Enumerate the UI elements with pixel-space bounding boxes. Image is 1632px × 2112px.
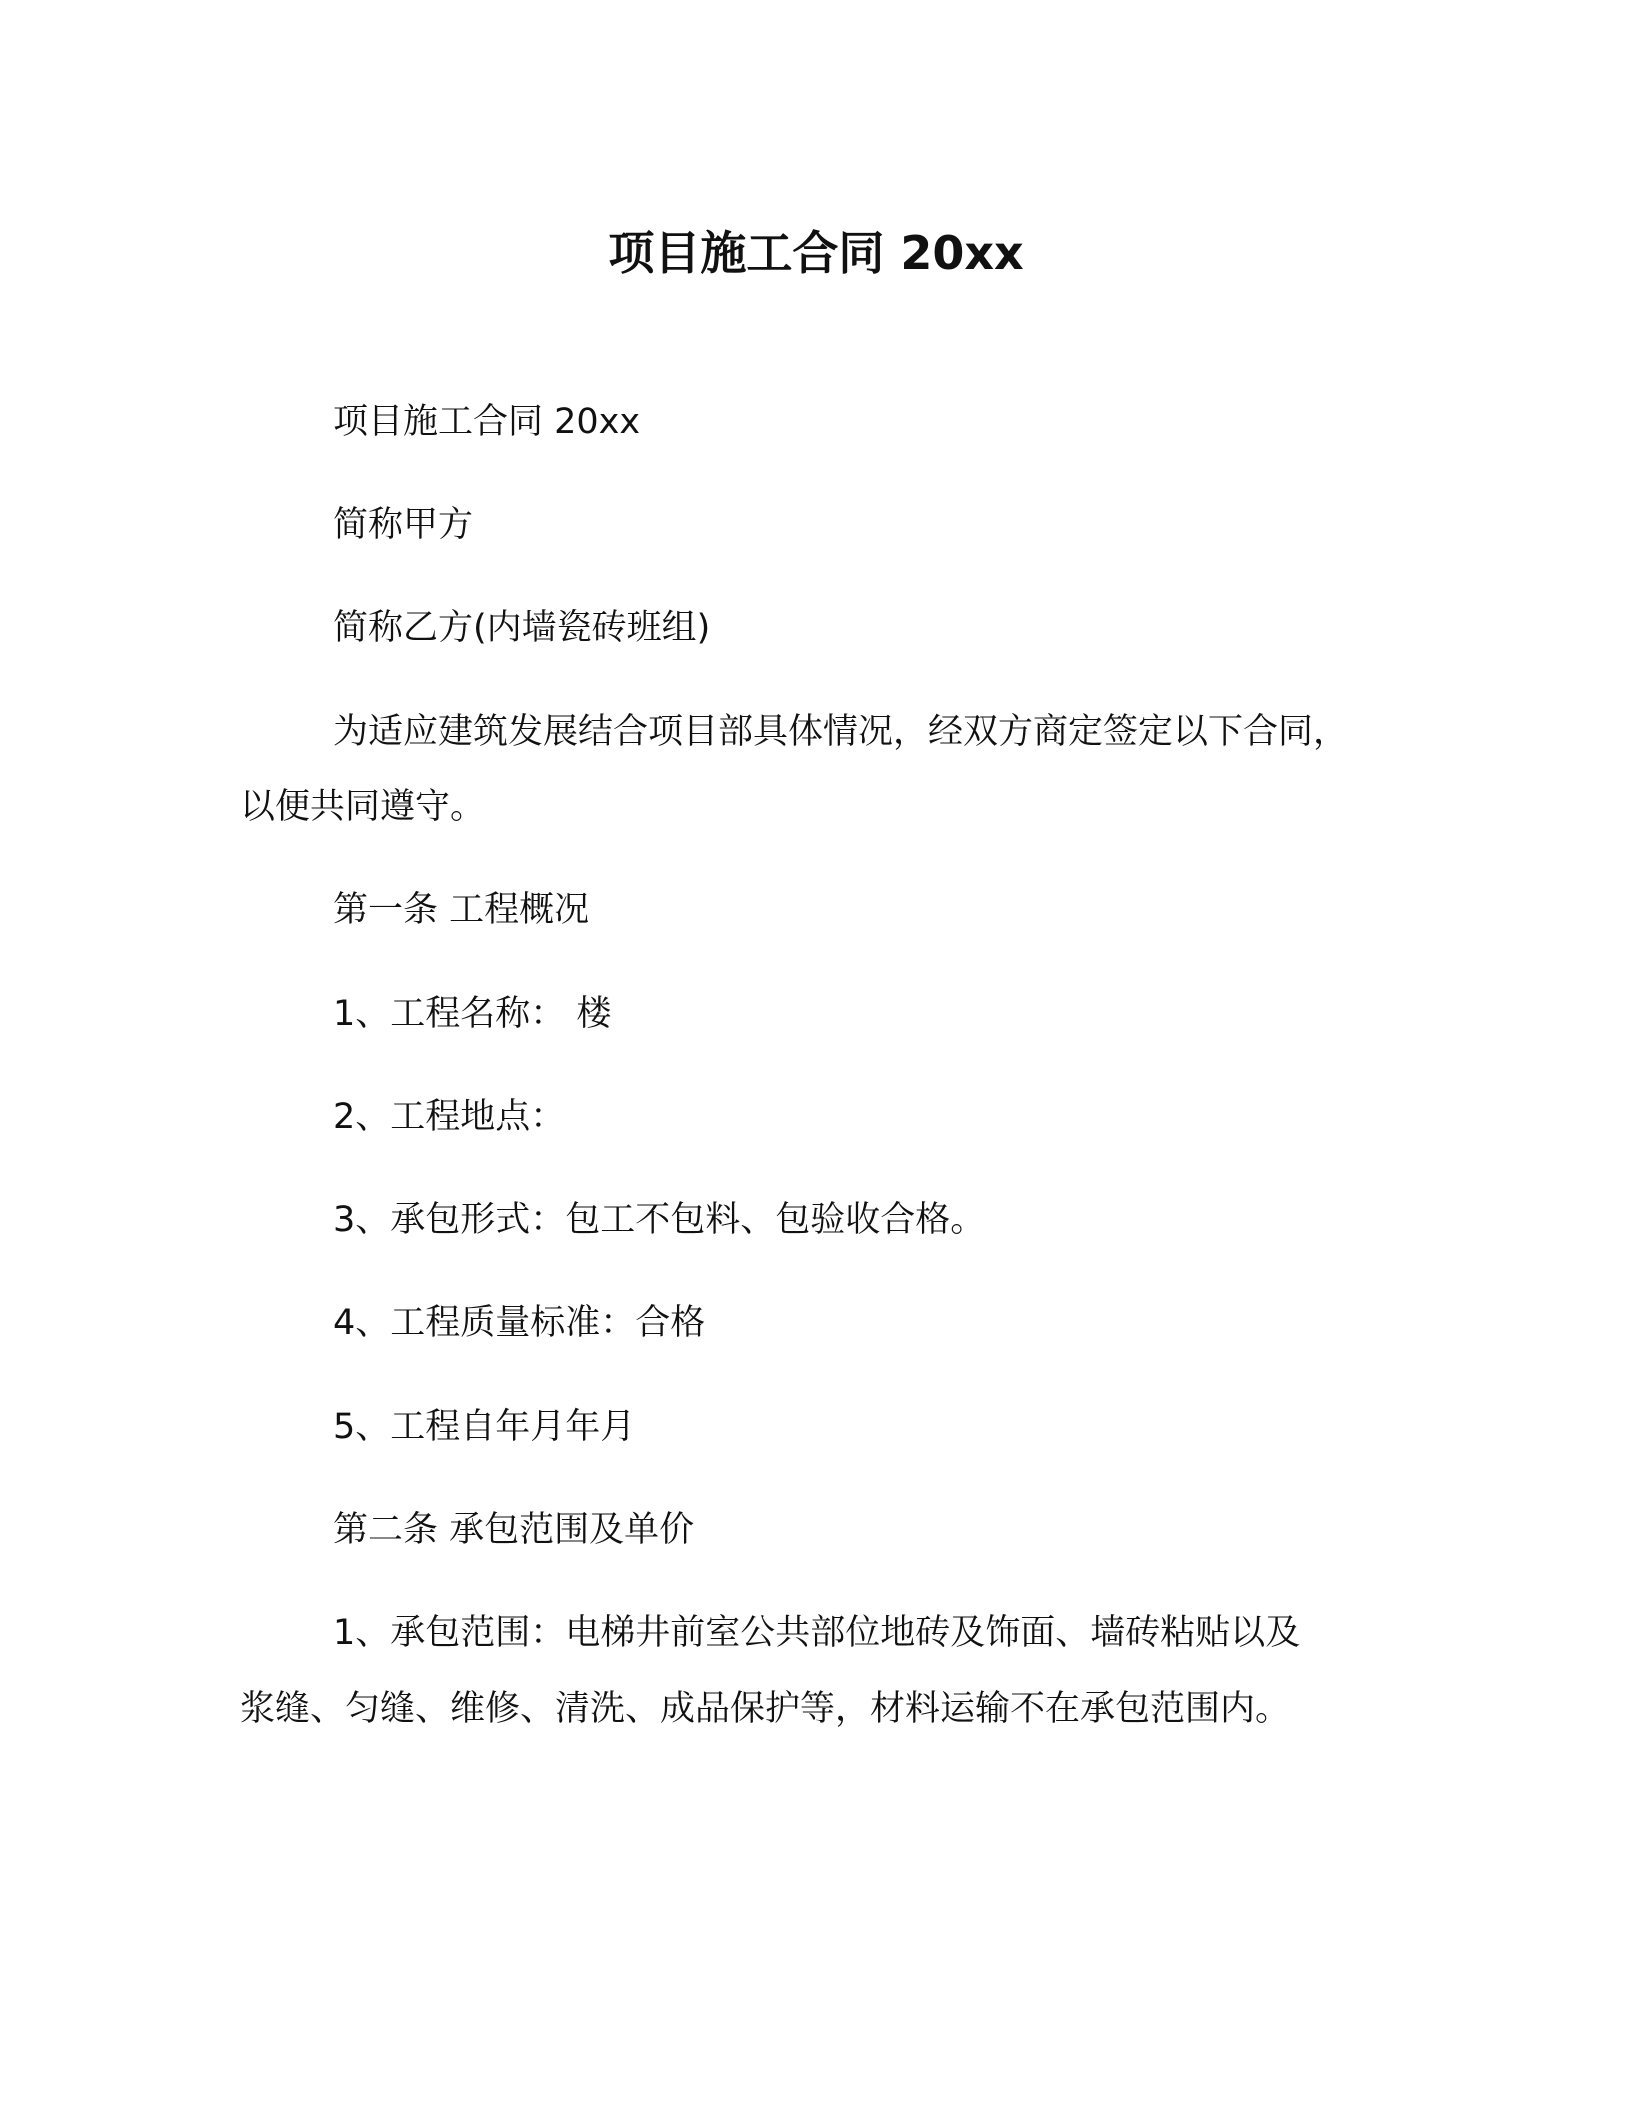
clause-quality-standard: 4、工程质量标准：合格 (333, 1303, 706, 1343)
paragraph-heading-repeat: 项目施工合同 20xx (333, 402, 641, 442)
clause-scope-line-2: 浆缝、匀缝、维修、清洗、成品保护等，材料运输不在承包范围内。 (240, 1689, 1291, 1729)
article-1-heading: 第一条 工程概况 (333, 890, 590, 930)
clause-contract-form: 3、承包形式：包工不包料、包验收合格。 (333, 1200, 986, 1240)
paragraph-preamble-line-2: 以便共同遵守。 (240, 787, 486, 827)
paragraph-preamble-line-1: 为适应建筑发展结合项目部具体情况，经双方商定签定以下合同， (333, 712, 1349, 752)
clause-project-location: 2、工程地点： (333, 1097, 566, 1137)
clause-scope-line-1: 1、承包范围：电梯井前室公共部位地砖及饰面、墙砖粘贴以及 (333, 1613, 1301, 1653)
article-2-heading: 第二条 承包范围及单价 (333, 1510, 695, 1550)
paragraph-party-a: 简称甲方 (333, 505, 474, 545)
clause-project-name: 1、工程名称： 楼 (333, 994, 612, 1034)
document-title: 项目施工合同 20xx (608, 226, 1024, 280)
clause-project-period: 5、工程自年月年月 (333, 1407, 636, 1447)
paragraph-party-b: 简称乙方(内墙瓷砖班组) (333, 608, 711, 648)
